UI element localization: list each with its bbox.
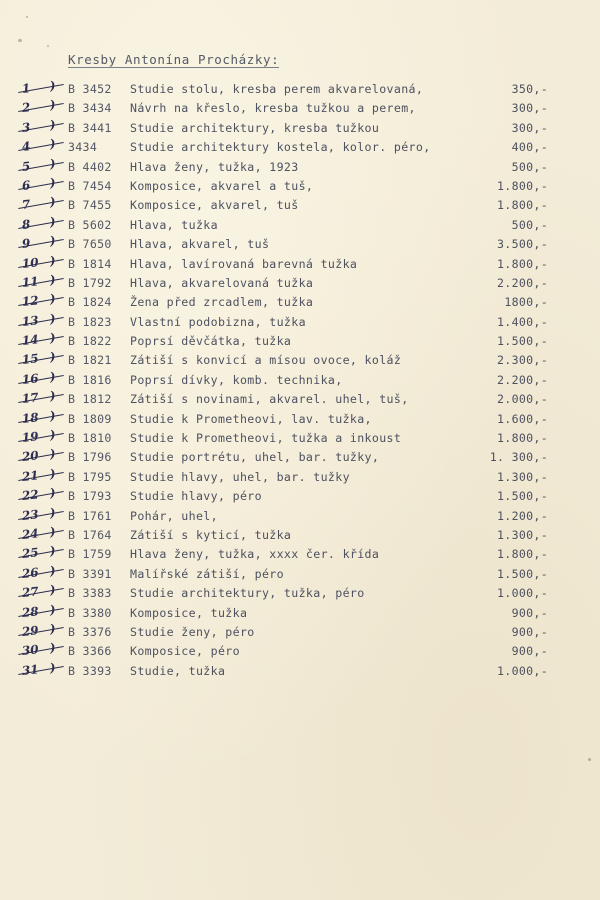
- artwork-description: Malířské zátiší, péro: [130, 566, 284, 581]
- item-number-paren: ): [49, 446, 57, 462]
- inventory-number: B 1812: [68, 392, 112, 407]
- handwritten-item-number: [21, 657, 67, 680]
- list-item: [0, 216, 600, 235]
- inventory-number: B 3441: [68, 120, 112, 135]
- paper-speck: [47, 45, 49, 47]
- item-number-text: 7: [21, 197, 31, 213]
- item-number-text: 11: [21, 274, 40, 290]
- document-title: Kresby Antonína Procházky:: [68, 52, 280, 67]
- inventory-number: B 1796: [68, 450, 112, 465]
- inventory-number: B 1823: [68, 314, 112, 329]
- item-number-paren: ): [49, 563, 57, 578]
- inventory-number: B 1759: [68, 547, 112, 562]
- item-number-text: 25: [21, 545, 40, 562]
- artwork-price: 1.200,-: [497, 508, 548, 523]
- artwork-description: Komposice, akvarel a tuš,: [130, 178, 314, 193]
- item-number-text: 24: [21, 526, 40, 542]
- list-item: [0, 351, 600, 370]
- artwork-price: 1800,-: [504, 295, 548, 310]
- artwork-list: [0, 80, 600, 681]
- item-number-text: 31: [21, 662, 40, 678]
- artwork-description: Studie, tužka: [130, 663, 226, 678]
- artwork-description: Hlava, akvarel, tuš: [130, 237, 270, 252]
- artwork-description: Studie architektury, tužka, péro: [130, 586, 365, 601]
- list-item: [0, 429, 600, 448]
- list-item: [0, 584, 600, 603]
- artwork-price: 3.500,-: [497, 237, 548, 252]
- inventory-number: B 1764: [68, 527, 112, 542]
- artwork-description: Zátiší s novinami, akvarel. uhel, tuš,: [130, 392, 409, 407]
- artwork-price: 300,-: [511, 101, 548, 116]
- artwork-price: 2.200,-: [497, 275, 548, 290]
- item-number-text: 27: [21, 584, 40, 601]
- inventory-number: B 3434: [68, 101, 112, 116]
- artwork-description: Hlava, tužka: [130, 217, 218, 232]
- item-number-text: 22: [21, 487, 40, 504]
- list-item: [0, 313, 600, 332]
- artwork-description: Hlava, akvarelovaná tužka: [130, 275, 314, 290]
- artwork-price: 2.200,-: [497, 372, 548, 387]
- artwork-description: Studie stolu, kresba perem akvarelovaná,: [130, 82, 424, 96]
- item-number-paren: ): [49, 291, 57, 307]
- item-number-text: 16: [21, 371, 40, 387]
- item-number-paren: ): [49, 524, 57, 540]
- inventory-number: B 7455: [68, 198, 112, 213]
- artwork-description: Studie ženy, péro: [130, 624, 255, 639]
- item-number-paren: ): [49, 272, 57, 287]
- item-number-paren: ): [49, 640, 57, 656]
- item-number-text: 10: [21, 254, 40, 271]
- item-number-text: 19: [21, 429, 40, 445]
- list-item: [0, 293, 600, 312]
- inventory-number: B 3393: [68, 663, 112, 678]
- artwork-price: 2.000,-: [497, 392, 548, 407]
- artwork-description: Komposice, akvarel, tuš: [130, 198, 299, 213]
- item-number-text: 5: [21, 158, 31, 174]
- item-number-paren: ): [49, 543, 57, 559]
- inventory-number: B 1816: [68, 372, 112, 387]
- list-item: [0, 623, 600, 642]
- artwork-description: Hlava ženy, tužka, xxxx čer. křída: [130, 547, 380, 562]
- inventory-number: 3434: [68, 140, 98, 155]
- item-number-paren: ): [49, 311, 57, 326]
- list-item: [0, 642, 600, 661]
- item-number-paren: ): [49, 136, 57, 152]
- artwork-description: Studie architektury kostela, kolor. péro,: [130, 140, 431, 155]
- list-item: [0, 274, 600, 293]
- inventory-number: B 4402: [68, 159, 112, 174]
- list-item: [0, 565, 600, 584]
- artwork-description: Studie hlavy, uhel, bar. tužky: [130, 469, 350, 484]
- item-number-paren: ): [49, 408, 57, 423]
- item-number-text: 17: [21, 390, 40, 407]
- item-number-paren: ): [49, 78, 57, 94]
- item-number-text: 4: [21, 139, 31, 155]
- item-number-text: 30: [21, 642, 40, 659]
- list-item: [0, 255, 600, 274]
- artwork-price: 1.800,-: [497, 431, 548, 446]
- artwork-description: Hlava, lavírovaná barevná tužka: [130, 256, 358, 271]
- artwork-price: 1. 300,-: [489, 450, 548, 465]
- artwork-description: Žena před zrcadlem, tužka: [130, 295, 314, 310]
- list-item: [0, 604, 600, 623]
- list-item: [0, 158, 600, 177]
- inventory-number: B 3391: [68, 566, 112, 581]
- artwork-description: Studie k Prometheovi, lav. tužka,: [130, 411, 372, 426]
- list-item: [0, 545, 600, 564]
- item-number-paren: ): [49, 156, 57, 171]
- item-number-text: 21: [21, 468, 40, 484]
- item-number-text: 14: [21, 332, 40, 349]
- inventory-number: B 3383: [68, 586, 112, 601]
- artwork-price: 1.000,-: [497, 586, 548, 601]
- item-number-paren: ): [49, 582, 57, 598]
- inventory-number: B 7454: [68, 178, 112, 193]
- item-number-text: 6: [21, 178, 31, 193]
- artwork-description: Poprsí děvčátka, tužka: [130, 334, 292, 349]
- artwork-price: 1.800,-: [497, 256, 548, 271]
- artwork-price: 1.500,-: [497, 334, 548, 349]
- inventory-number: B 1810: [68, 431, 112, 446]
- list-item: [0, 410, 600, 429]
- artwork-description: Poprsí dívky, komb. technika,: [130, 372, 343, 387]
- artwork-price: 900,-: [511, 624, 548, 639]
- item-number-paren: ): [49, 466, 57, 481]
- list-item: [0, 662, 600, 681]
- item-number-text: 3: [21, 119, 31, 135]
- list-item: [0, 138, 600, 157]
- artwork-price: 1.300,-: [497, 469, 548, 484]
- artwork-description: Vlastní podobizna, tužka: [130, 314, 306, 329]
- artwork-price: 1.500,-: [497, 566, 548, 581]
- item-number-text: 15: [21, 351, 40, 368]
- artwork-description: Návrh na křeslo, kresba tužkou a perem,: [130, 101, 416, 116]
- paper-speck: [18, 39, 22, 42]
- item-number-text: 2: [21, 100, 31, 116]
- inventory-number: B 3376: [68, 624, 112, 639]
- list-item: [0, 119, 600, 138]
- inventory-number: B 1795: [68, 469, 112, 484]
- artwork-description: Komposice, péro: [130, 644, 240, 659]
- list-item: [0, 99, 600, 118]
- item-number-text: 26: [21, 565, 40, 581]
- list-item: [0, 80, 600, 99]
- list-item: [0, 177, 600, 196]
- item-number-paren: ): [49, 660, 57, 675]
- item-number-paren: ): [49, 349, 57, 365]
- paper-speck: [588, 758, 591, 761]
- artwork-description: Zátiší s konvicí a mísou ovoce, koláž: [130, 353, 402, 368]
- paper-speck: [26, 16, 28, 18]
- item-number-text: 1: [21, 81, 31, 96]
- item-number-paren: ): [49, 214, 57, 229]
- item-number-text: 12: [21, 293, 40, 310]
- inventory-number: B 1821: [68, 353, 112, 368]
- artwork-price: 1.600,-: [497, 411, 548, 426]
- artwork-description: Studie hlavy, péro: [130, 489, 262, 504]
- artwork-description: Zátiší s kyticí, tužka: [130, 527, 292, 542]
- item-number-text: 23: [21, 506, 40, 523]
- inventory-number: B 3452: [68, 82, 112, 96]
- list-item: [0, 235, 600, 254]
- list-item: [0, 468, 600, 487]
- list-item: [0, 196, 600, 215]
- item-number-paren: ): [49, 97, 57, 113]
- item-number-text: 29: [21, 623, 40, 639]
- inventory-number: B 5602: [68, 217, 112, 232]
- inventory-number: B 7650: [68, 237, 112, 252]
- artwork-price: 300,-: [511, 120, 548, 135]
- list-item: [0, 390, 600, 409]
- artwork-description: Studie k Prometheovi, tužka a inkoust: [130, 431, 402, 446]
- inventory-number: B 1793: [68, 489, 112, 504]
- item-number-paren: ): [49, 388, 57, 404]
- artwork-price: 1.400,-: [497, 314, 548, 329]
- item-number-paren: ): [49, 175, 57, 190]
- artwork-description: Studie portrétu, uhel, bar. tužky,: [130, 450, 380, 465]
- inventory-number: B 1814: [68, 256, 112, 271]
- artwork-price: 1.000,-: [497, 663, 548, 678]
- item-number-text: 20: [21, 448, 40, 465]
- item-number-paren: ): [49, 117, 57, 132]
- item-number-text: 13: [21, 312, 40, 329]
- artwork-price: 1.800,-: [497, 547, 548, 562]
- item-number-text: 18: [21, 409, 40, 426]
- artwork-price: 500,-: [511, 217, 548, 232]
- artwork-description: Pohár, uhel,: [130, 508, 218, 523]
- artwork-price: 900,-: [511, 605, 548, 620]
- item-number-text: 8: [21, 216, 31, 232]
- item-number-text: 9: [21, 236, 31, 252]
- item-number-paren: ): [49, 233, 57, 249]
- list-item: [0, 332, 600, 351]
- item-number-paren: ): [49, 427, 57, 443]
- item-number-paren: ): [49, 369, 57, 384]
- list-item: [0, 371, 600, 390]
- item-number-paren: ): [49, 194, 57, 210]
- artwork-price: 1.800,-: [497, 198, 548, 213]
- item-number-paren: ): [49, 505, 57, 520]
- artwork-price: 1.300,-: [497, 527, 548, 542]
- artwork-description: Studie architektury, kresba tužkou: [130, 120, 380, 135]
- artwork-description: Komposice, tužka: [130, 605, 248, 620]
- inventory-number: B 1824: [68, 295, 112, 310]
- artwork-price: 2.300,-: [497, 353, 548, 368]
- inventory-number: B 1761: [68, 508, 112, 523]
- item-number-text: 28: [21, 603, 40, 620]
- item-number-paren: ): [49, 621, 57, 636]
- inventory-number: B 1809: [68, 411, 112, 426]
- artwork-price: 500,-: [511, 159, 548, 174]
- list-item: [0, 507, 600, 526]
- item-number-paren: ): [49, 330, 57, 346]
- inventory-number: B 1822: [68, 334, 112, 349]
- list-item: [0, 526, 600, 545]
- artwork-price: 1.500,-: [497, 489, 548, 504]
- artwork-price: 900,-: [511, 644, 548, 659]
- artwork-price: 350,-: [511, 82, 548, 96]
- list-item: [0, 487, 600, 506]
- artwork-price: 400,-: [511, 140, 548, 155]
- artwork-price: 1.800,-: [497, 178, 548, 193]
- inventory-number: B 3366: [68, 644, 112, 659]
- list-item: [0, 448, 600, 467]
- item-number-paren: ): [49, 485, 57, 501]
- item-number-paren: ): [49, 602, 57, 617]
- inventory-number: B 1792: [68, 275, 112, 290]
- item-number-paren: ): [49, 253, 57, 268]
- inventory-number: B 3380: [68, 605, 112, 620]
- artwork-description: Hlava ženy, tužka, 1923: [130, 159, 299, 174]
